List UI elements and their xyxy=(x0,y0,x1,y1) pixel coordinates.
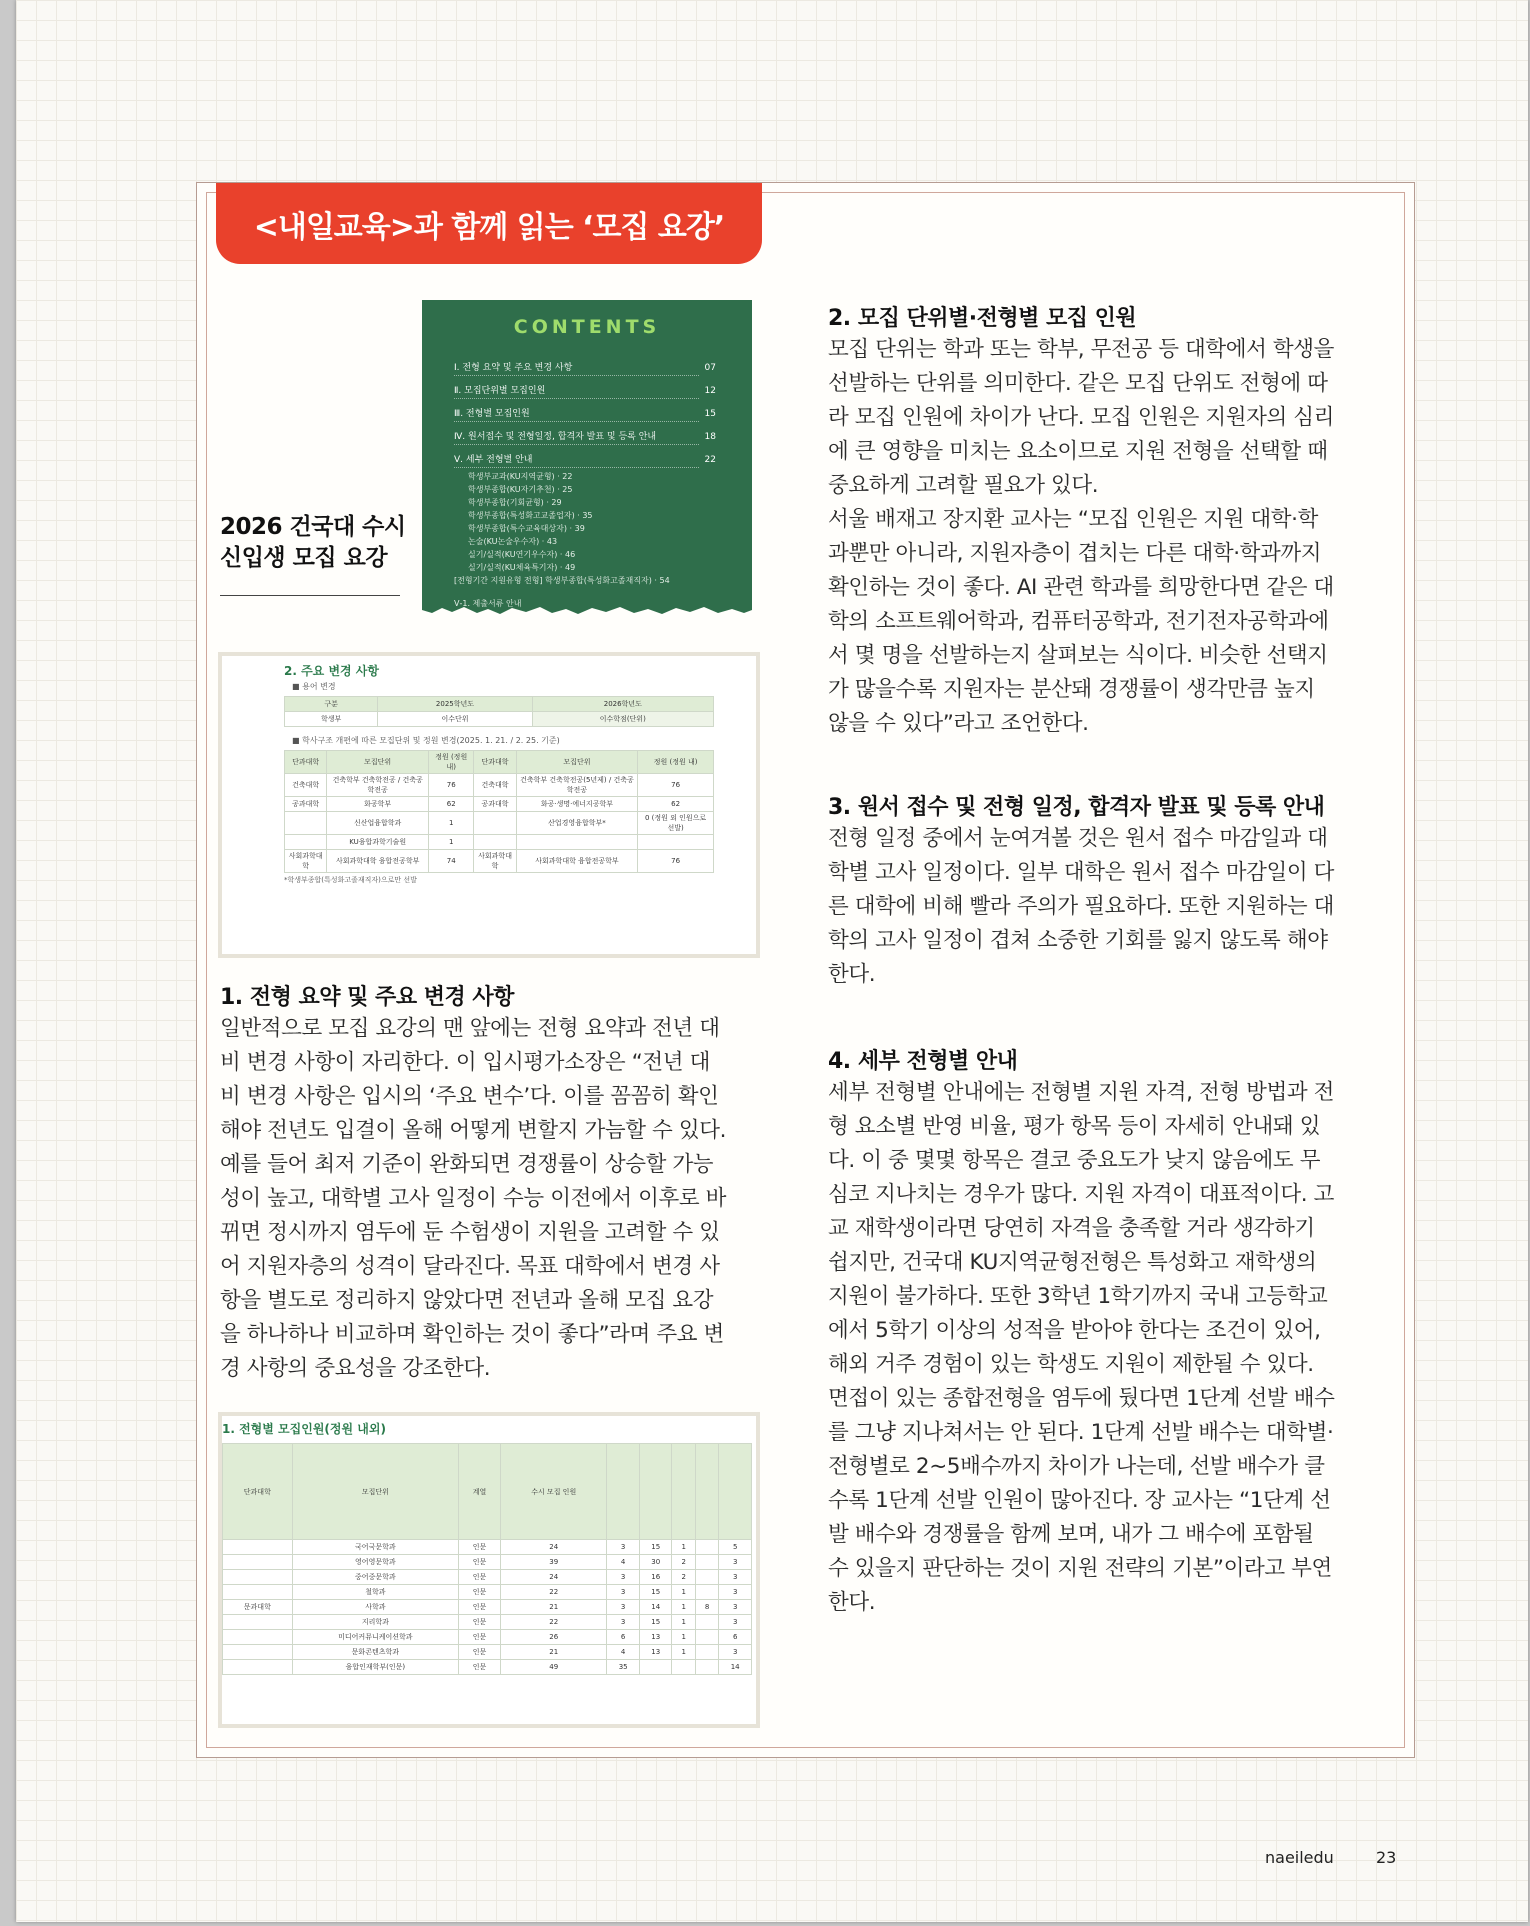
table-row xyxy=(223,1615,752,1630)
table-cell: 5 xyxy=(719,1540,752,1555)
table-cell xyxy=(223,1540,293,1555)
toc-subitem: 실기/실적(KU체육특기자) · 49 xyxy=(468,563,576,572)
toc-item-label: Ⅲ. 전형별 모집인원 xyxy=(454,408,699,422)
table-cell: 건축학부 건축학전공(5년제) / 건축공학전공 xyxy=(516,774,638,797)
book-title xyxy=(220,512,406,574)
table-cell xyxy=(695,1630,718,1645)
table-cell: 3 xyxy=(607,1600,640,1615)
table-row xyxy=(285,850,714,873)
table-cell: 26 xyxy=(501,1630,607,1645)
book-title-line: 신입생 모집 요강 xyxy=(220,545,388,571)
table-cell: 지리학과 xyxy=(292,1615,458,1630)
table-cell: 6 xyxy=(719,1630,752,1645)
table-cell: 1 xyxy=(672,1585,695,1600)
table-cell: 13 xyxy=(639,1630,672,1645)
table-cell: 영어영문학과 xyxy=(292,1555,458,1570)
toc-item-label: Ⅴ. 세부 전형별 안내 xyxy=(454,454,699,468)
book-title-line: 2026 건국대 수시 xyxy=(220,514,406,540)
table-cell: 사회과학대학 xyxy=(474,850,516,873)
toc-item xyxy=(454,385,716,399)
toc-subitem: 학생부종합(특수교육대상자) · 39 xyxy=(468,524,585,533)
table-cell: 인문 xyxy=(459,1555,501,1570)
body-line: 어 지원자층의 성격이 달라진다. 목표 대학에서 변경 사 xyxy=(220,1254,720,1279)
table-cell: KU융합과학기술원 xyxy=(327,835,429,850)
table-cell xyxy=(285,835,327,850)
body-line: 다. 이 중 몇몇 항목은 결코 중요도가 낮지 않음에도 무 xyxy=(828,1148,1321,1173)
table-cell: 1 xyxy=(672,1600,695,1615)
table-cell: 62 xyxy=(429,797,474,812)
table-cell: 39 xyxy=(501,1555,607,1570)
torn-edge xyxy=(422,604,752,618)
table-cell: 인문 xyxy=(459,1660,501,1675)
table-footnote: *학생부종합(특성화고졸재직자)으로만 선발 xyxy=(284,876,417,884)
table-cell xyxy=(223,1630,293,1645)
body-line: 비 변경 사항이 자리한다. 이 입시평가소장은 “전년 대 xyxy=(220,1050,710,1075)
body-line: 가 많을수록 지원자는 분산돼 경쟁률이 생각만큼 높지 xyxy=(828,677,1315,702)
body-line: 일반적으로 모집 요강의 맨 앞에는 전형 요약과 전년 대 xyxy=(220,1016,720,1041)
table-cell: 76 xyxy=(429,774,474,797)
table-cell: 건축학부 건축학전공 / 건축공학전공 xyxy=(327,774,429,797)
toc-item-page: 22 xyxy=(704,455,716,465)
body-line: 한다. xyxy=(828,1590,876,1615)
table-cell: 공과대학 xyxy=(474,797,516,812)
table-cell: 4 xyxy=(607,1555,640,1570)
table-cell: 24 xyxy=(501,1540,607,1555)
table-cell xyxy=(695,1645,718,1660)
body-line: 학별 고사 일정이다. 일부 대학은 원서 접수 마감일이 다 xyxy=(828,860,1335,885)
table-cell: 공과대학 xyxy=(285,797,327,812)
body-line: 교 재학생이라면 당연히 자격을 충족할 거라 생각하기 xyxy=(828,1216,1315,1241)
table-cell xyxy=(474,812,516,835)
toc-list xyxy=(454,362,716,610)
body-line: 에서 5학기 이상의 성적을 받아야 한다는 조건이 있어, xyxy=(828,1318,1321,1343)
toc-item-label: Ⅰ. 전형 요약 및 주요 변경 사항 xyxy=(454,362,699,376)
structure-change-table xyxy=(284,750,714,873)
table-cell: 1 xyxy=(672,1540,695,1555)
table-header-cell: 모집단위 xyxy=(516,751,638,774)
toc-subitem: 학생부종합(KU자기추천) · 25 xyxy=(468,485,573,494)
table-row xyxy=(285,797,714,812)
table-cell: 4 xyxy=(607,1645,640,1660)
table-cell: 건축대학 xyxy=(474,774,516,797)
table-cell: 화공학부 xyxy=(327,797,429,812)
table-cell xyxy=(223,1570,293,1585)
body-line: 에 큰 영향을 미치는 요소이므로 지원 전형을 선택할 때 xyxy=(828,439,1328,464)
table-cell: 사학과 xyxy=(292,1600,458,1615)
table-cell: 76 xyxy=(638,850,714,873)
changes-table-subtitle: ■ 용어 변경 xyxy=(292,682,336,691)
table-cell: 국어국문학과 xyxy=(292,1540,458,1555)
table-cell: 융합인재학부(인문) xyxy=(292,1660,458,1675)
table-cell: 화공·생명·에너지공학부 xyxy=(516,797,638,812)
toc-item xyxy=(454,408,716,422)
body-line: 한다. xyxy=(828,962,876,987)
body-line: 확인하는 것이 좋다. AI 관련 학과를 희망한다면 같은 대 xyxy=(828,575,1334,600)
section-heading: 2. 모집 단위별·전형별 모집 인원 xyxy=(828,306,1137,331)
table-cell: 산업경영융합학부* xyxy=(516,812,638,835)
changes-table-image xyxy=(218,652,760,958)
table-header-cell: 구분 xyxy=(285,697,378,712)
table-cell: 1 xyxy=(672,1615,695,1630)
body-line: 을 하나하나 비교하며 확인하는 것이 좋다”라며 주요 변 xyxy=(220,1322,724,1347)
toc-item xyxy=(454,431,716,445)
contents-card xyxy=(422,300,752,618)
table-row xyxy=(223,1645,752,1660)
toc-item xyxy=(454,454,716,468)
table-cell xyxy=(695,1615,718,1630)
table-cell xyxy=(285,812,327,835)
table-cell: 인문 xyxy=(459,1570,501,1585)
term-change-table xyxy=(284,696,714,727)
body-line: 예를 들어 최저 기준이 완화되면 경쟁률이 상승할 가능 xyxy=(220,1152,714,1177)
body-line: 서 몇 명을 선발하는지 살펴보는 식이다. 비슷한 선택지 xyxy=(828,643,1328,668)
table-cell: 15 xyxy=(639,1540,672,1555)
table-header-cell: 모집단위 xyxy=(292,1444,458,1540)
table-cell: 15 xyxy=(639,1585,672,1600)
section-body xyxy=(828,822,1360,992)
table-cell: 인문 xyxy=(459,1630,501,1645)
table-cell: 22 xyxy=(501,1585,607,1600)
table-cell: 1 xyxy=(429,835,474,850)
changes-table-subtitle: ■ 학사구조 개편에 따른 모집단위 및 정원 변경(2025. 1. 21. / 2. 25. 기준) xyxy=(292,736,560,745)
table-header-cell xyxy=(695,1444,718,1540)
table-row xyxy=(223,1585,752,1600)
body-line: 해외 거주 경험이 있는 학생도 지원이 제한될 수 있다. xyxy=(828,1352,1314,1377)
table-cell xyxy=(516,835,638,850)
table-header-cell xyxy=(639,1444,672,1540)
table-cell: 3 xyxy=(607,1585,640,1600)
toc-item-page: 07 xyxy=(704,363,716,373)
section-heading: 1. 전형 요약 및 주요 변경 사항 xyxy=(220,985,514,1010)
table-cell: 76 xyxy=(638,774,714,797)
title-divider xyxy=(220,595,400,596)
table-cell: 3 xyxy=(719,1555,752,1570)
table-row xyxy=(223,1555,752,1570)
table-cell: 62 xyxy=(638,797,714,812)
section-heading: 4. 세부 전형별 안내 xyxy=(828,1049,1018,1074)
section-body xyxy=(828,333,1360,741)
section-banner: <내일교육>과 함께 읽는 ‘모집 요강’ xyxy=(216,183,762,264)
body-line: 전형 일정 중에서 눈여겨볼 것은 원서 접수 마감일과 대 xyxy=(828,826,1328,851)
table-header-cell: 정원 (정원 내) xyxy=(638,751,714,774)
table-cell xyxy=(695,1570,718,1585)
table-cell: 8 xyxy=(695,1600,718,1615)
body-line: 형 요소별 반영 비율, 평가 항목 등이 자세히 안내돼 있 xyxy=(828,1114,1321,1139)
table-cell: 인문 xyxy=(459,1645,501,1660)
table-cell: 이수학점(단위) xyxy=(532,712,713,727)
body-line: 중요하게 고려할 필요가 있다. xyxy=(828,473,1099,498)
table-cell: 0 (정원 외 인원으로 선발) xyxy=(638,812,714,835)
contents-header: CONTENTS xyxy=(513,316,661,338)
body-line: 발 배수와 경쟁률을 함께 보며, 내가 그 배수에 포함될 xyxy=(828,1522,1314,1547)
table-cell: 14 xyxy=(639,1600,672,1615)
table-cell: 35 xyxy=(607,1660,640,1675)
body-line: 않을 수 있다”라고 조언한다. xyxy=(828,711,1089,736)
section-heading: 3. 원서 접수 및 전형 일정, 합격자 발표 및 등록 안내 xyxy=(828,795,1325,820)
body-line: 라 모집 인원에 차이가 난다. 모집 인원은 지원자의 심리 xyxy=(828,405,1335,430)
table-cell xyxy=(695,1585,718,1600)
section-body xyxy=(220,1012,750,1386)
table-cell: 49 xyxy=(501,1660,607,1675)
table-cell: 16 xyxy=(639,1570,672,1585)
body-line: 항을 별도로 정리하지 않았다면 전년과 올해 모집 요강 xyxy=(220,1288,714,1313)
table-cell: 13 xyxy=(639,1645,672,1660)
table-cell: 3 xyxy=(719,1585,752,1600)
table-cell: 21 xyxy=(501,1645,607,1660)
toc-item-page: 12 xyxy=(704,386,716,396)
toc-item-label: Ⅳ. 원서접수 및 전형일정, 합격자 발표 및 등록 안내 xyxy=(454,431,699,445)
table-cell: 3 xyxy=(719,1645,752,1660)
table-cell: 문화콘텐츠학과 xyxy=(292,1645,458,1660)
table-header-cell xyxy=(607,1444,640,1540)
changes-table-title: 2. 주요 변경 사항 xyxy=(284,664,379,678)
table-row xyxy=(223,1660,752,1675)
table-cell xyxy=(672,1660,695,1675)
toc-item-label: Ⅱ. 모집단위별 모집인원 xyxy=(454,385,699,399)
table-row xyxy=(223,1570,752,1585)
table-row xyxy=(285,774,714,797)
table-cell xyxy=(223,1645,293,1660)
table-header-cell: 단과대학 xyxy=(285,751,327,774)
table-cell xyxy=(638,835,714,850)
table-cell: 2 xyxy=(672,1570,695,1585)
body-line: 성이 높고, 대학별 고사 일정이 수능 이전에서 이후로 바 xyxy=(220,1186,727,1211)
table-cell xyxy=(223,1660,293,1675)
table-cell xyxy=(639,1660,672,1675)
table-cell: 30 xyxy=(639,1555,672,1570)
body-line: 심코 지나치는 경우가 많다. 지원 자격이 대표적이다. 고 xyxy=(828,1182,1335,1207)
publication-name: naeiledu xyxy=(1265,1848,1334,1867)
section-body xyxy=(828,1076,1360,1620)
body-line: 비 변경 사항은 입시의 ‘주요 변수’다. 이를 꼼꼼히 확인 xyxy=(220,1084,719,1109)
body-line: 를 그냥 지나쳐서는 안 된다. 1단계 선발 배수는 대학별· xyxy=(828,1420,1334,1445)
toc-item-page: 15 xyxy=(704,409,716,419)
table-cell: 사회과학대학 융합전공학부 xyxy=(516,850,638,873)
table-cell: 14 xyxy=(719,1660,752,1675)
table-cell: 74 xyxy=(429,850,474,873)
table-row xyxy=(223,1630,752,1645)
table-cell: 인문 xyxy=(459,1615,501,1630)
table-header-cell: 정원 (정원 내) xyxy=(429,751,474,774)
body-line: 서울 배재고 장지환 교사는 “모집 인원은 지원 대학·학 xyxy=(828,507,1318,532)
body-line: 학의 소프트웨어학과, 컴퓨터공학과, 전기전자공학과에 xyxy=(828,609,1329,634)
table-row xyxy=(223,1540,752,1555)
toc-item-page: 18 xyxy=(704,432,716,442)
table-cell xyxy=(474,835,516,850)
body-line: 학의 고사 일정이 겹쳐 소중한 기회를 잃지 않도록 해야 xyxy=(828,928,1328,953)
table-row xyxy=(223,1600,752,1615)
table-cell: 3 xyxy=(719,1600,752,1615)
table-cell: 1 xyxy=(672,1645,695,1660)
body-line: 른 대학에 비해 빨라 주의가 필요하다. 또한 지원하는 대 xyxy=(828,894,1335,919)
table-header-cell: 단과대학 xyxy=(474,751,516,774)
table-cell: 학생부 xyxy=(285,712,378,727)
table-header-cell: 단과대학 xyxy=(223,1444,293,1540)
table-cell: 사회과학대학 xyxy=(285,850,327,873)
table-cell: 3 xyxy=(607,1540,640,1555)
table-cell: 21 xyxy=(501,1600,607,1615)
table-cell: 3 xyxy=(607,1615,640,1630)
table-header-cell: 모집단위 xyxy=(327,751,429,774)
table-cell: 24 xyxy=(501,1570,607,1585)
body-line: 세부 전형별 안내에는 전형별 지원 자격, 전형 방법과 전 xyxy=(828,1080,1335,1105)
table-header-cell xyxy=(672,1444,695,1540)
body-line: 수록 1단계 선발 인원이 많아진다. 장 교사는 “1단계 선 xyxy=(828,1488,1331,1513)
body-line: 경 사항의 중요성을 강조한다. xyxy=(220,1356,491,1381)
table-cell: 15 xyxy=(639,1615,672,1630)
table-cell: 중어중문학과 xyxy=(292,1570,458,1585)
table-cell: 건축대학 xyxy=(285,774,327,797)
table-cell xyxy=(695,1660,718,1675)
toc-item xyxy=(454,362,716,376)
table-cell: 철학과 xyxy=(292,1585,458,1600)
table-header-cell: 계열 xyxy=(459,1444,501,1540)
body-line: 과뿐만 아니라, 지원자층이 겹치는 다른 대학·학과까지 xyxy=(828,541,1322,566)
body-line: 선발하는 단위를 의미한다. 같은 모집 단위도 전형에 따 xyxy=(828,371,1328,396)
table-row xyxy=(285,835,714,850)
toc-subitem: [전형기간 지원유형 전형] 학생부종합(특성화고졸재직자) · 54 xyxy=(454,576,670,585)
body-line: 해야 전년도 입결이 올해 어떻게 변할지 가늠할 수 있다. xyxy=(220,1118,727,1143)
table-cell: 1 xyxy=(672,1630,695,1645)
body-line: 수 있을지 판단하는 것이 지원 전략의 기본”이라고 부연 xyxy=(828,1556,1332,1581)
admissions-table-image xyxy=(218,1412,760,1728)
body-line: 쉽지만, 건국대 KU지역균형전형은 특성화고 재학생의 xyxy=(828,1250,1317,1275)
toc-subitem: 학생부종합(특성화고교졸업자) · 35 xyxy=(468,511,593,520)
table-cell: 1 xyxy=(429,812,474,835)
table-header-cell: 수시 모집 인원 xyxy=(501,1444,607,1540)
table-cell xyxy=(223,1585,293,1600)
body-line: 전형별로 2~5배수까지 차이가 나는데, 선발 배수가 클 xyxy=(828,1454,1325,1479)
table-cell xyxy=(223,1555,293,1570)
table-cell xyxy=(695,1555,718,1570)
body-line: 모집 단위는 학과 또는 학부, 무전공 등 대학에서 학생을 xyxy=(828,337,1335,362)
table-header-cell: 2025학년도 xyxy=(378,697,532,712)
table-cell: 이수단위 xyxy=(378,712,532,727)
toc-subitem: 학생부교과(KU지역균형) · 22 xyxy=(468,472,573,481)
page-number: 23 xyxy=(1376,1848,1397,1867)
table-cell: 22 xyxy=(501,1615,607,1630)
toc-subitem: 학생부종합(기회균형) · 29 xyxy=(468,498,562,507)
table-cell: 인문 xyxy=(459,1540,501,1555)
table-cell: 미디어커뮤니케이션학과 xyxy=(292,1630,458,1645)
body-line: 뀌면 정시까지 염두에 둔 수험생이 지원을 고려할 수 있 xyxy=(220,1220,720,1245)
table-cell: 3 xyxy=(607,1570,640,1585)
table-row xyxy=(285,812,714,835)
toc-subitem: 실기/실적(KU연기우수자) · 46 xyxy=(468,550,576,559)
toc-last-item: Ⅴ-1. 제출서류 안내 xyxy=(454,599,522,608)
table-cell: 3 xyxy=(719,1570,752,1585)
table-cell: 6 xyxy=(607,1630,640,1645)
body-line: 지원이 불가하다. 또한 3학년 1학기까지 국내 고등학교 xyxy=(828,1284,1328,1309)
table-cell: 2 xyxy=(672,1555,695,1570)
table-cell: 인문 xyxy=(459,1600,501,1615)
admissions-table-title: 1. 전형별 모집인원(정원 내외) xyxy=(222,1422,386,1436)
admissions-table xyxy=(222,1443,752,1675)
body-line: 면접이 있는 종합전형을 염두에 뒀다면 1단계 선발 배수 xyxy=(828,1386,1335,1411)
table-header-cell: 2026학년도 xyxy=(532,697,713,712)
table-cell xyxy=(695,1540,718,1555)
table-cell: 문과대학 xyxy=(223,1600,293,1615)
table-cell xyxy=(223,1615,293,1630)
table-header-cell xyxy=(719,1444,752,1540)
table-cell: 인문 xyxy=(459,1585,501,1600)
toc-subitem: 논술(KU논술우수자) · 43 xyxy=(468,537,558,546)
table-cell: 3 xyxy=(719,1615,752,1630)
table-cell: 사회과학대학 융합전공학부 xyxy=(327,850,429,873)
table-cell: 신산업융합학과 xyxy=(327,812,429,835)
